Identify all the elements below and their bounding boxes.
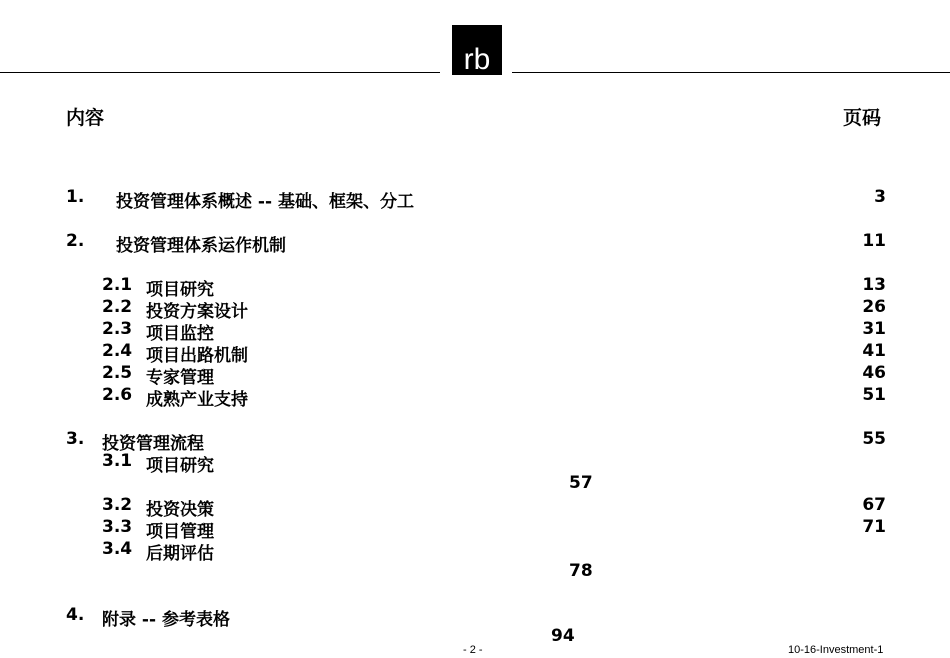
section-2-number: 2. [66, 231, 85, 251]
subsection-2-3-number: 2.3 [102, 319, 133, 339]
footer-page-number: - 2 - [463, 644, 483, 656]
subsection-2-5-number: 2.5 [102, 363, 133, 383]
subsection-2-1-title: 项目研究 [146, 280, 214, 300]
header-rule-right [512, 72, 950, 73]
section-4-page: 94 [551, 626, 575, 646]
subsection-2-6-number: 2.6 [102, 385, 133, 405]
subsection-2-1-page: 13 [862, 275, 886, 295]
footer-doc-id: 10-16-Investment-1 [788, 644, 884, 656]
subsection-3-3-page: 71 [862, 517, 886, 537]
section-3-page: 55 [862, 429, 886, 449]
subsection-2-3-page: 31 [862, 319, 886, 339]
subsection-3-3-number: 3.3 [102, 517, 133, 537]
section-1-page: 3 [874, 187, 886, 207]
subsection-3-4-page: 78 [569, 561, 593, 581]
subsection-2-6-title: 成熟产业支持 [146, 390, 248, 410]
toc-heading-contents: 内容 [66, 107, 105, 129]
subsection-2-1-number: 2.1 [102, 275, 133, 295]
subsection-2-4-number: 2.4 [102, 341, 133, 361]
subsection-3-3-title: 项目管理 [146, 522, 214, 542]
subsection-2-2-title: 投资方案设计 [146, 302, 248, 322]
subsection-2-2-page: 26 [862, 297, 886, 317]
subsection-2-4-page: 41 [862, 341, 886, 361]
subsection-2-3-title: 项目监控 [146, 324, 214, 344]
subsection-3-1-title: 项目研究 [146, 456, 214, 476]
section-4-number: 4. [66, 605, 85, 625]
svg-text:rb: rb [463, 43, 491, 75]
subsection-2-5-title: 专家管理 [146, 368, 214, 388]
section-3-number: 3. [66, 429, 85, 449]
header-rule-left [0, 72, 440, 73]
subsection-2-2-number: 2.2 [102, 297, 133, 317]
subsection-2-5-page: 46 [862, 363, 886, 383]
section-1-number: 1. [66, 187, 85, 207]
subsection-3-4-title: 后期评估 [146, 544, 214, 564]
subsection-3-2-page: 67 [862, 495, 886, 515]
subsection-3-2-title: 投资决策 [146, 500, 214, 520]
section-2-title: 投资管理体系运作机制 [116, 236, 286, 256]
subsection-3-1-number: 3.1 [102, 451, 133, 471]
subsection-2-6-page: 51 [862, 385, 886, 405]
rb-logo [452, 25, 502, 75]
section-1-title: 投资管理体系概述 -- 基础、框架、分工 [116, 192, 414, 212]
subsection-3-2-number: 3.2 [102, 495, 133, 515]
section-3-title: 投资管理流程 [102, 434, 204, 454]
subsection-2-4-title: 项目出路机制 [146, 346, 248, 366]
section-4-title: 附录 -- 参考表格 [102, 610, 230, 630]
section-2-page: 11 [862, 231, 886, 251]
toc-heading-page: 页码 [843, 107, 882, 129]
subsection-3-4-number: 3.4 [102, 539, 133, 559]
rb-logo-mark [452, 25, 502, 75]
subsection-3-1-page: 57 [569, 473, 593, 493]
